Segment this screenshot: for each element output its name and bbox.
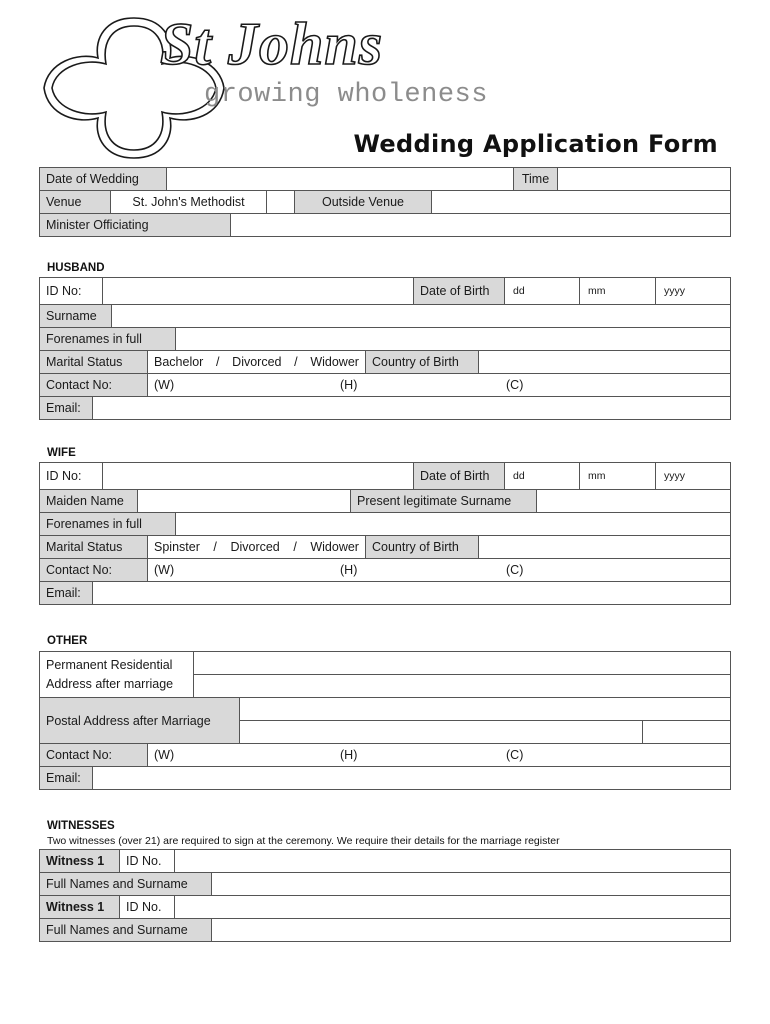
wife-marital-options[interactable] [148,536,366,559]
postal-address-line-2[interactable] [240,721,643,743]
wife-present-surname-label: Present legitimate Surname [351,490,537,513]
outside-venue-label: Outside Venue [295,191,432,214]
witness-2-label-text: Witness 1 [46,900,105,914]
postal-code-field[interactable] [643,721,731,743]
husband-surname-field[interactable] [112,305,731,328]
contact-cell-label: (C) [506,563,524,577]
date-of-wedding-field[interactable] [167,168,514,191]
wife-maiden-field[interactable] [138,490,351,513]
other-email-label: Email: [40,767,93,790]
husband-heading: HUSBAND [47,262,105,274]
husband-dob-label: Date of Birth [414,278,505,305]
witnesses-note: Two witnesses (over 21) are required to sign at the ceremony. We require their details for the marriage register [47,835,560,847]
witness-2-id-field[interactable] [175,896,731,919]
wife-heading: WIFE [47,447,76,459]
husband-dob-mm[interactable]: mm [580,278,656,305]
marital-option-widower[interactable]: Widower [310,540,359,554]
marital-option-divorced[interactable]: Divorced [230,540,280,554]
wife-id-field[interactable] [103,463,414,490]
postal-address-fields [240,698,731,744]
ceremony-table [39,167,731,237]
witness-2-id-label: ID No. [120,896,175,919]
husband-id-label: ID No: [40,278,103,305]
marital-separator: / [294,355,298,369]
contact-work-label: (W) [154,378,175,392]
logo-text: St Johns [160,11,384,77]
husband-email-label: Email: [40,397,93,420]
husband-contact-label: Contact No: [40,374,148,397]
wife-forenames-field[interactable] [176,513,731,536]
time-label: Time [514,168,558,191]
residential-address-line-2[interactable] [194,675,731,698]
other-contact-label: Contact No: [40,744,148,767]
wife-country-label: Country of Birth [366,536,479,559]
postal-address-label: Postal Address after Marriage [40,698,240,744]
wife-country-field[interactable] [479,536,731,559]
contact-home-label: (H) [340,748,358,762]
other-table [39,651,731,790]
wife-dob-mm[interactable]: mm [580,463,656,490]
residential-label-line-1: Permanent Residential [46,657,173,672]
marital-option-divorced[interactable]: Divorced [232,355,282,369]
husband-forenames-field[interactable] [176,328,731,351]
venue-st-johns-checkbox[interactable] [267,191,295,214]
marital-separator: / [293,540,297,554]
marital-option-spinster[interactable]: Spinster [154,540,200,554]
wife-dob-yyyy[interactable]: yyyy [656,463,731,490]
wife-present-surname-field[interactable] [537,490,731,513]
wife-id-label: ID No: [40,463,103,490]
wife-contact-field[interactable] [148,559,731,582]
husband-country-label: Country of Birth [366,351,479,374]
witness-2-names-label: Full Names and Surname [40,919,212,942]
marital-separator: / [213,540,217,554]
marital-separator: / [216,355,220,369]
witness-1-label-text: Witness 1 [46,854,105,868]
witnesses-heading: WITNESSES [47,820,115,832]
wife-table [39,462,731,605]
wife-forenames-label: Forenames in full [40,513,176,536]
marital-option-bachelor[interactable]: Bachelor [154,355,204,369]
wife-contact-label: Contact No: [40,559,148,582]
postal-address-line-2-row [240,721,731,744]
husband-surname-label: Surname [40,305,112,328]
witness-2-label [40,896,120,919]
minister-label: Minister Officiating [40,214,231,237]
husband-country-field[interactable] [479,351,731,374]
outside-venue-field[interactable] [432,191,731,214]
venue-st-johns-label: St. John's Methodist [111,191,267,214]
husband-marital-options[interactable] [148,351,366,374]
residential-address-line-1[interactable] [194,652,731,675]
wife-marital-label: Marital Status [40,536,148,559]
residential-address-fields [194,652,731,698]
wife-email-label: Email: [40,582,93,605]
date-of-wedding-label: Date of Wedding [40,168,167,191]
other-contact-field[interactable] [148,744,731,767]
witnesses-table [39,849,731,942]
husband-table [39,277,731,420]
husband-id-field[interactable] [103,278,414,305]
marital-option-widower[interactable]: Widower [310,355,359,369]
form-title: Wedding Application Form [353,130,718,158]
witness-1-id-label: ID No. [120,850,175,873]
husband-dob-dd[interactable]: dd [505,278,580,305]
witness-2-names-field[interactable] [212,919,731,942]
wife-dob-dd[interactable]: dd [505,463,580,490]
wife-maiden-label: Maiden Name [40,490,138,513]
minister-field[interactable] [231,214,731,237]
witness-1-names-label: Full Names and Surname [40,873,212,896]
residential-label-line-2: Address after marriage [46,676,174,691]
contact-home-label: (H) [340,378,358,392]
postal-address-line-1[interactable] [240,698,731,721]
husband-email-field[interactable] [93,397,731,420]
residential-address-label [40,652,194,698]
witness-1-id-field[interactable] [175,850,731,873]
wife-dob-label: Date of Birth [414,463,505,490]
contact-cell-label: (C) [506,378,524,392]
witness-1-label [40,850,120,873]
contact-home-label: (H) [340,563,358,577]
time-field[interactable] [558,168,731,191]
husband-forenames-label: Forenames in full [40,328,176,351]
venue-label: Venue [40,191,111,214]
contact-cell-label: (C) [506,748,524,762]
wife-email-field[interactable] [93,582,731,605]
husband-contact-field[interactable] [148,374,731,397]
contact-work-label: (W) [154,748,175,762]
witness-1-names-field[interactable] [212,873,731,896]
husband-marital-label: Marital Status [40,351,148,374]
tagline: growing wholeness [204,80,488,110]
other-heading: OTHER [47,635,88,647]
husband-dob-yyyy[interactable]: yyyy [656,278,731,305]
other-email-field[interactable] [93,767,731,790]
contact-work-label: (W) [154,563,175,577]
